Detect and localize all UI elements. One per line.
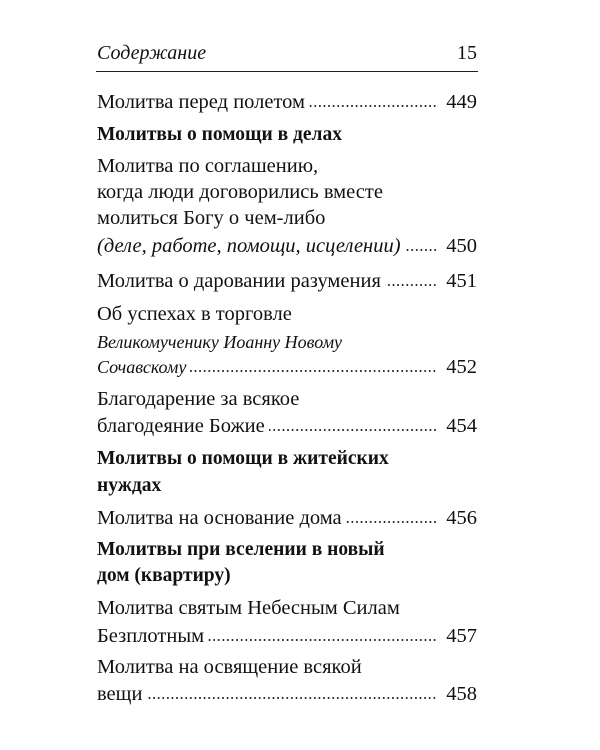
running-header-title: Содержание (97, 42, 207, 64)
toc-page-number: 457 (446, 625, 477, 647)
dot-leader (309, 104, 437, 108)
dot-leader (346, 520, 437, 524)
toc-entry-text: Об успехах в торговле (97, 303, 292, 325)
toc-entry-text: благодеяние Божие (97, 415, 265, 437)
toc-page-number: 450 (446, 235, 477, 257)
toc-entry-line (97, 268, 477, 294)
dot-leader (146, 696, 437, 700)
toc-entry-line (97, 595, 477, 621)
dot-leader (385, 283, 437, 287)
header-rule (96, 71, 478, 72)
toc-entry-text: когда люди договорились вместе (97, 181, 383, 203)
toc-entry-line (97, 413, 477, 439)
toc-entry-text: Молитва на основание дома (97, 507, 342, 529)
toc-entry-text: Молитва о даровании разумения (97, 270, 381, 292)
toc-entry-line (97, 179, 477, 205)
toc-entry-text: Сочавскому (97, 357, 187, 377)
toc-entry-text: Молитвы о помощи в житейских (97, 448, 389, 469)
toc-entry-line (97, 233, 477, 259)
toc-entry-text: Великомученику Иоанну Новому (97, 332, 343, 352)
toc-entry-line (97, 354, 477, 380)
toc-entry-text: нуждах (97, 475, 162, 496)
toc-page-number: 456 (446, 507, 477, 529)
toc-entry-text: Молитвы при вселении в новый (97, 539, 385, 560)
toc-entry-line (97, 386, 477, 412)
toc-entry-text: Молитва по соглашению, (97, 155, 319, 177)
toc-section-heading (97, 473, 477, 499)
toc-entry-line (97, 623, 477, 649)
toc-entry-text: (деле, работе, помощи, исцелении) (97, 235, 401, 257)
dot-leader (190, 369, 437, 373)
toc-section-heading (97, 537, 477, 563)
toc-entry-line (97, 329, 477, 355)
toc-entry-line (97, 301, 477, 327)
toc-entry-line (97, 654, 477, 680)
dot-leader (405, 248, 437, 252)
toc-entry-text: Благодарение за всякое (97, 388, 300, 410)
running-header (97, 42, 477, 65)
toc-page-number: 452 (446, 356, 477, 378)
toc-entry-text: молиться Богу о чем-либо (97, 207, 326, 229)
toc-page-number: 458 (446, 683, 477, 705)
toc-section-heading (97, 563, 477, 589)
dot-leader (269, 428, 437, 432)
toc-section-heading (97, 122, 477, 148)
toc-entry-text: дом (квартиру) (97, 565, 231, 586)
toc-entry-line (97, 89, 477, 115)
toc-entry-text: Безплотным (97, 625, 205, 647)
toc-entry-text: Молитва на освящение всякой (97, 656, 362, 678)
toc-page-number: 454 (446, 415, 477, 437)
page-number: 15 (457, 42, 477, 64)
toc-entry-line (97, 681, 477, 707)
dot-leader (208, 638, 437, 642)
toc-entry-line (97, 205, 477, 231)
toc-page-number: 449 (446, 91, 477, 113)
toc-entry-text: вещи (97, 683, 143, 705)
toc-entry-text: Молитва святым Небесным Силам (97, 597, 400, 619)
toc-entry-line (97, 153, 477, 179)
toc-entry-line (97, 505, 477, 531)
toc-entry-text: Молитвы о помощи в делах (97, 124, 342, 145)
toc-section-heading (97, 446, 477, 472)
toc-entry-text: Молитва перед полетом (97, 91, 305, 113)
toc-page-number: 451 (446, 270, 477, 292)
